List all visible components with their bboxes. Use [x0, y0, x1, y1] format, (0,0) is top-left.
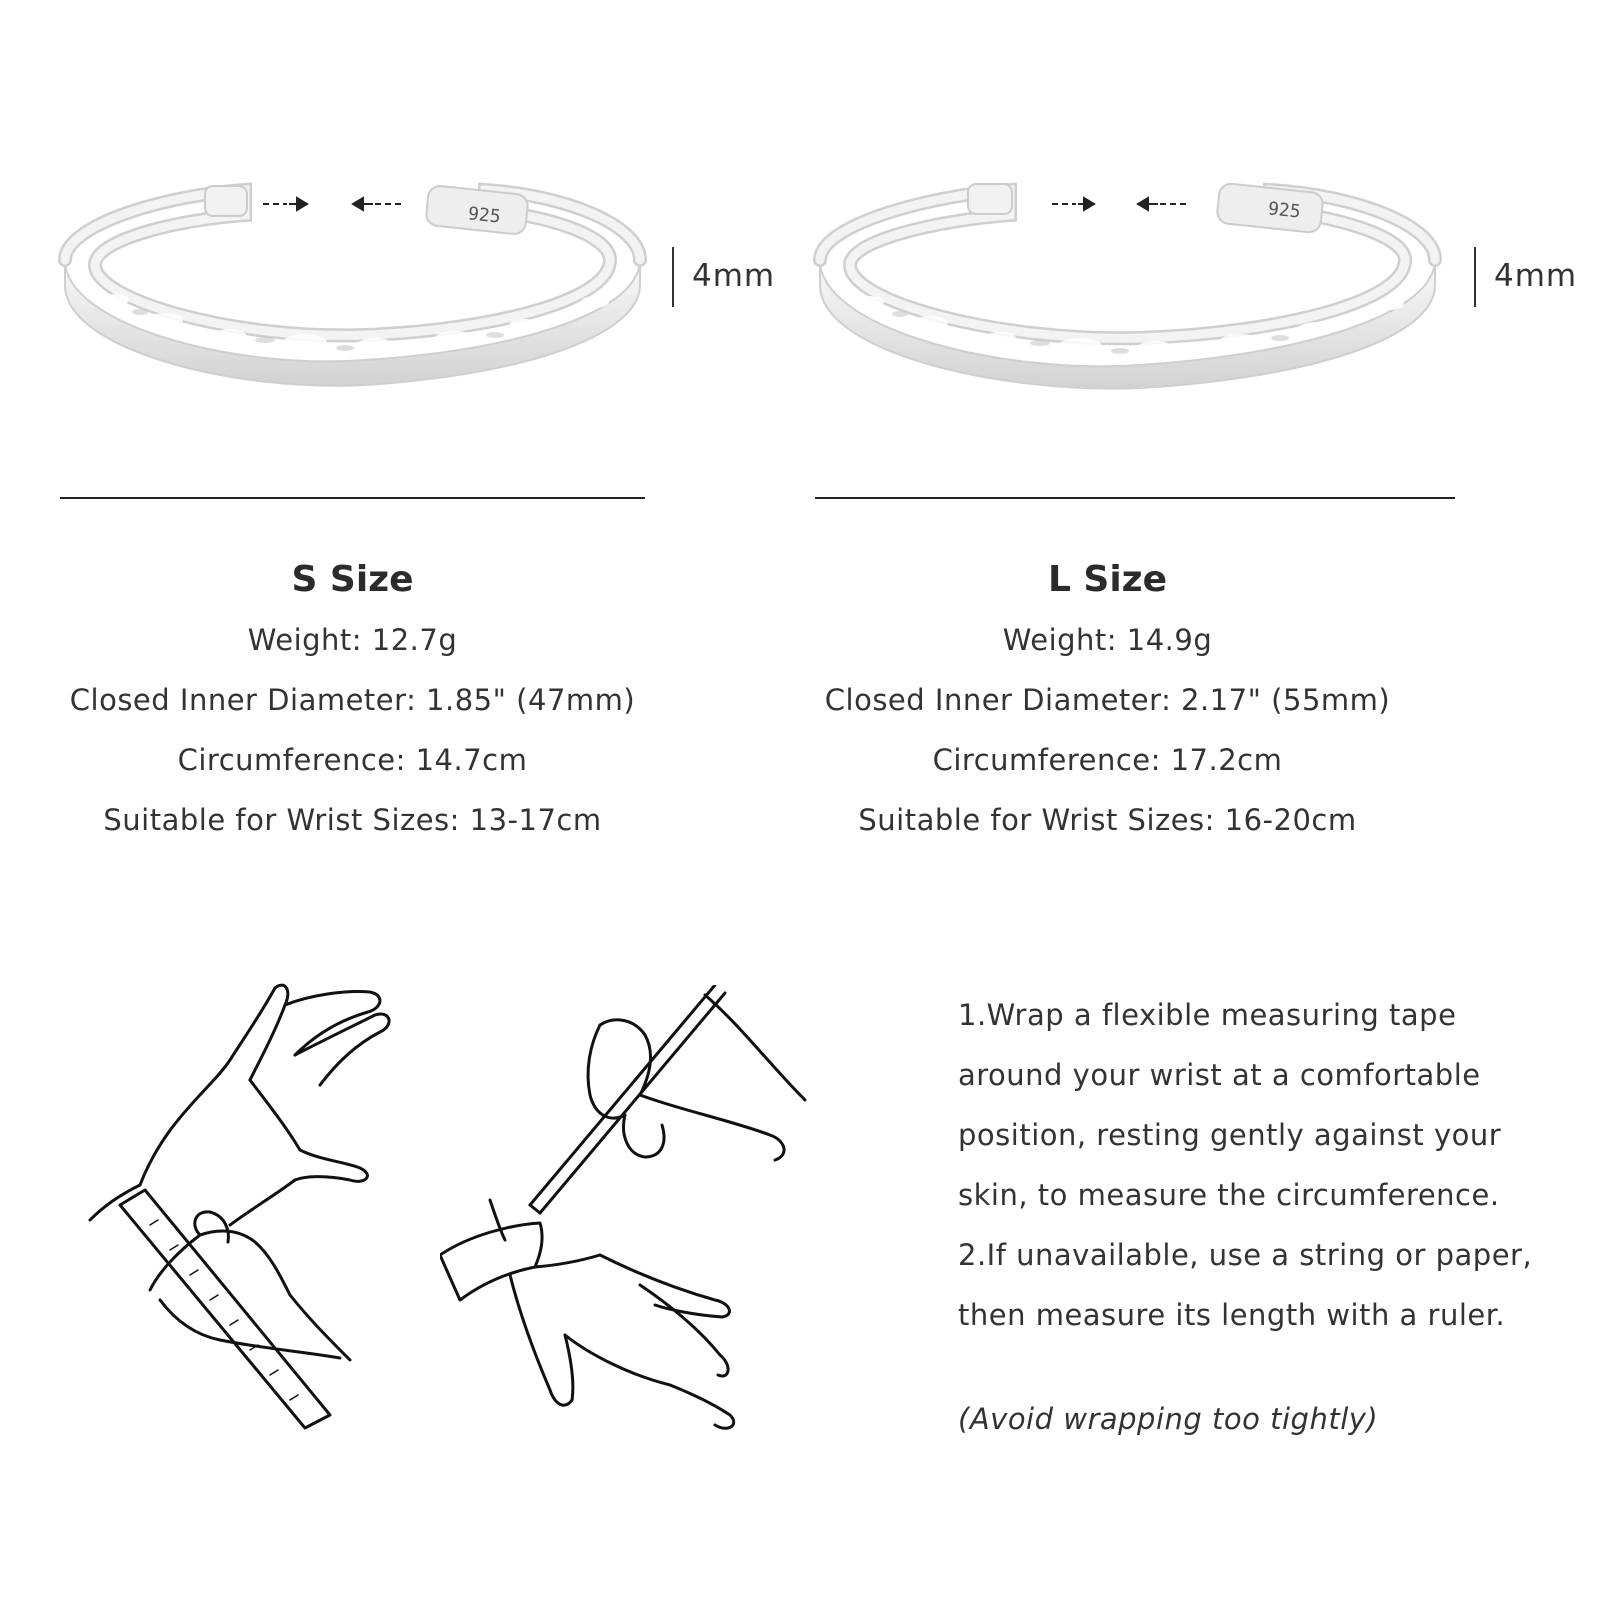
instruction-line-5: 2.If unavailable, use a string or paper,	[958, 1238, 1533, 1272]
stamp-925-s: 925	[466, 203, 502, 228]
divider-l	[815, 497, 1455, 499]
thickness-label-l: 4mm	[1494, 258, 1578, 294]
bracelet-l-image	[810, 180, 1450, 380]
thickness-bar-s	[672, 247, 674, 307]
size-s-diameter: Closed Inner Diameter: 1.85" (47mm)	[69, 683, 636, 717]
size-s-title: S Size	[291, 559, 414, 600]
instruction-note: (Avoid wrapping too tightly)	[958, 1402, 1379, 1436]
divider-s	[60, 497, 645, 499]
size-l-title: L Size	[1047, 559, 1168, 600]
thickness-bar-l	[1474, 247, 1476, 307]
size-l-wrist-range: Suitable for Wrist Sizes: 16-20cm	[858, 803, 1357, 837]
instruction-line-2: around your wrist at a comfortable	[958, 1058, 1481, 1092]
size-l-circumference: Circumference: 17.2cm	[932, 743, 1283, 777]
size-s-circumference: Circumference: 14.7cm	[177, 743, 528, 777]
measure-wrist-illustration	[80, 980, 400, 1440]
stamp-925-l: 925	[1266, 198, 1302, 223]
measuring-instructions	[958, 985, 1578, 1345]
instruction-line-4: skin, to measure the circumference.	[958, 1178, 1500, 1212]
mark-paper-illustration	[440, 985, 840, 1435]
instruction-line-6: then measure its length with a ruler.	[958, 1298, 1506, 1332]
size-l-weight: Weight: 14.9g	[1002, 623, 1213, 657]
size-l-specs	[795, 550, 1420, 850]
instruction-line-1: 1.Wrap a flexible measuring tape	[958, 998, 1457, 1032]
size-s-specs	[40, 550, 665, 850]
bracelet-s-image	[55, 180, 655, 380]
size-l-diameter: Closed Inner Diameter: 2.17" (55mm)	[824, 683, 1391, 717]
thickness-label-s: 4mm	[692, 258, 776, 294]
size-s-wrist-range: Suitable for Wrist Sizes: 13-17cm	[103, 803, 602, 837]
instruction-line-3: position, resting gently against your	[958, 1118, 1502, 1152]
size-s-weight: Weight: 12.7g	[247, 623, 458, 657]
